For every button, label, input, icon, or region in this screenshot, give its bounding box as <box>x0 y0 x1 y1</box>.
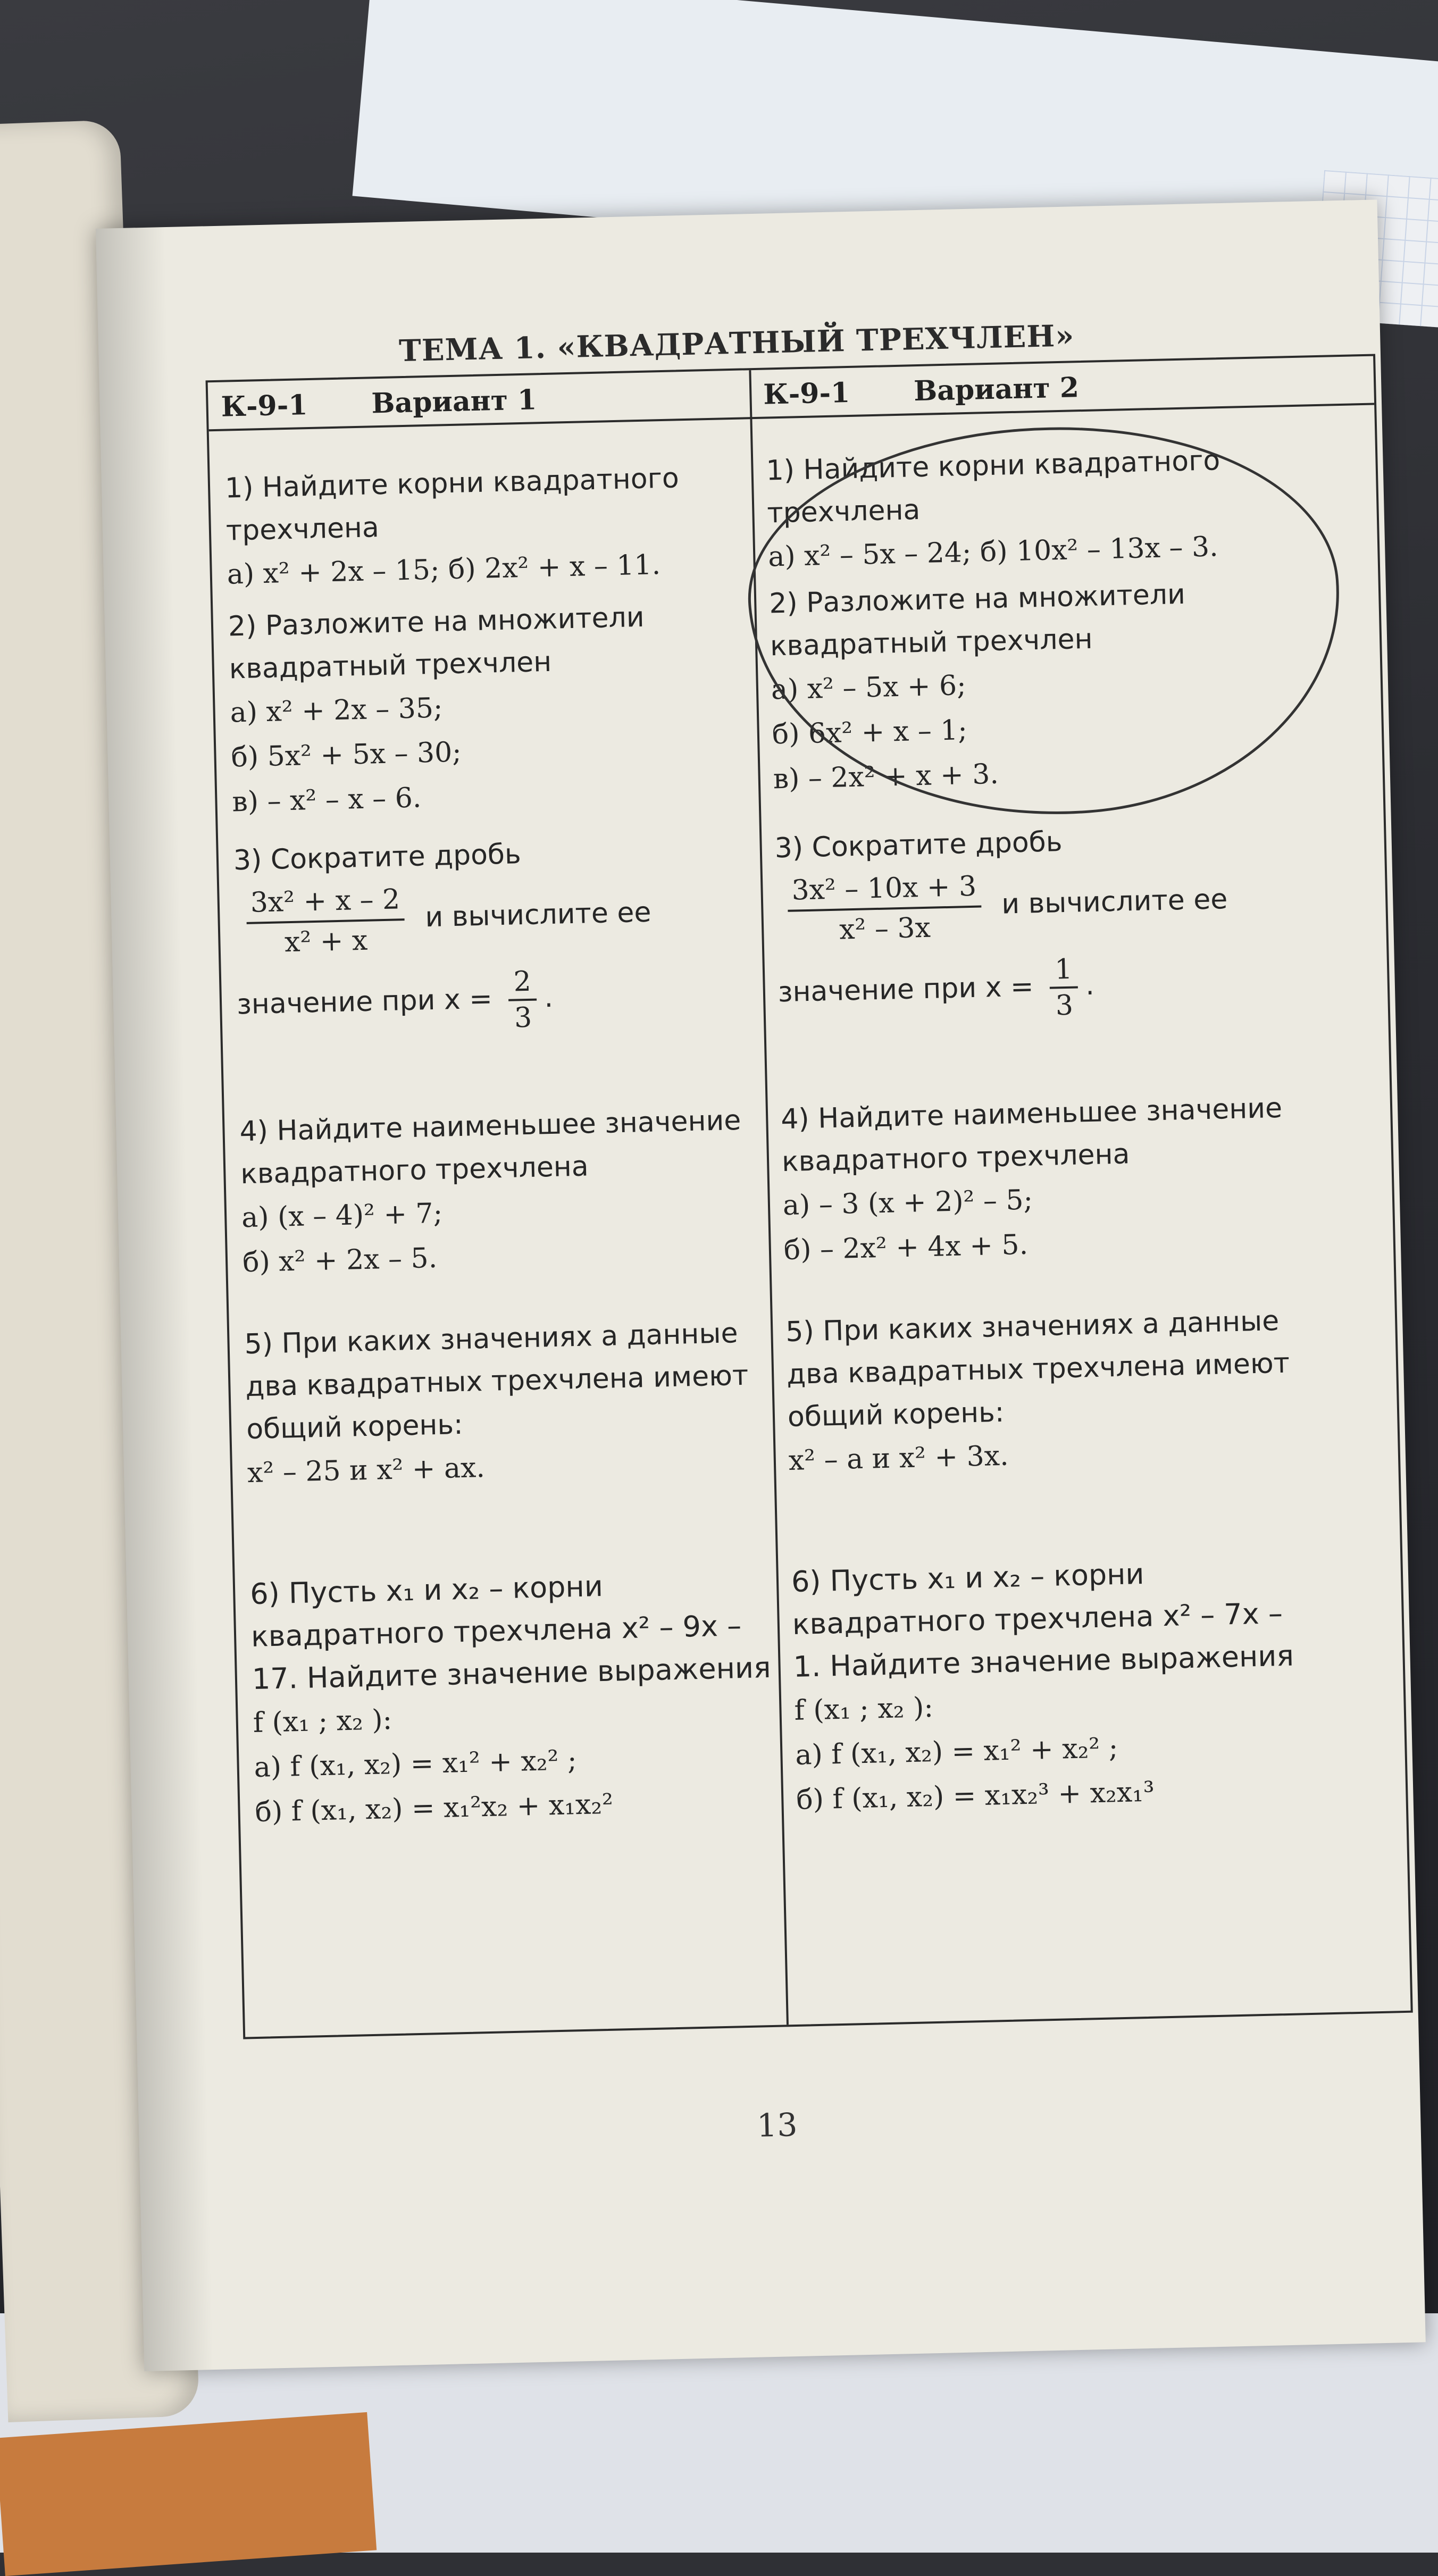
v1-fraction <box>246 883 405 959</box>
v2-task-2-a: а) x² – 5x + 6; <box>771 670 967 706</box>
v2-fraction-denominator: x² – 3x <box>839 911 931 946</box>
v2-task-1-expr: а) x² – 5x – 24; б) 10x² – 13x – 3. <box>767 531 1219 573</box>
v2-task-6-text: 6) Пусть x₁ и x₂ – корни квадратного трехчлена x² – 7x – 1. Найдите значение выражения <box>791 1557 1294 1684</box>
v1-task-4-text: 4) Найдите наименьшее значение квадратного трехчлена <box>239 1104 741 1191</box>
v1-task-6-f: f (x₁ ; x₂ ): <box>253 1704 392 1739</box>
v1-task-4-b: б) x² + 2x – 5. <box>242 1242 438 1279</box>
v1-task-5-expr: x² – 25 и x² + ax. <box>247 1452 486 1490</box>
v2-task-5 <box>785 1299 1316 1483</box>
v1-task-2 <box>228 593 759 824</box>
v1-task-3-value-text: значение при x = <box>236 983 493 1021</box>
v2-task-4 <box>780 1086 1310 1273</box>
v1-task-5 <box>244 1311 774 1495</box>
v1-task-1-text: 1) Найдите корни квадратного трехчлена <box>224 462 680 547</box>
v2-task-2-c: в) – 2x² + x + 3. <box>773 758 999 796</box>
wooden-edge <box>0 2412 377 2576</box>
v1-fraction-numerator: 3x² + x – 2 <box>246 883 405 924</box>
v2-fraction-numerator: 3x² – 10x + 3 <box>787 871 981 912</box>
v1-task-6 <box>249 1561 782 1835</box>
v2-task-5-text: 5) При каких значениях a данные два квадратных трехчлена имеют общий корень: <box>785 1305 1290 1434</box>
v1-task-2-text: 2) Разложите на множители квадратный трехчлен <box>228 601 645 685</box>
v2-value-numerator: 1 <box>1049 953 1078 989</box>
v1-task-6-a: а) f (x₁, x₂) = x₁² + x₂² ; <box>254 1744 578 1784</box>
v2-task-3-after: и вычислите ее <box>1001 883 1228 921</box>
v1-task-5-text: 5) При каких значениях a данные два квадратных трехчлена имеют общий корень: <box>244 1317 749 1446</box>
variant1-code: К-9-1 <box>220 389 308 423</box>
v1-task-2-c: в) – x² – x – 6. <box>231 782 422 818</box>
v2-task-3-text: 3) Сократите дробь <box>774 826 1063 865</box>
v1-task-4 <box>239 1099 770 1285</box>
v1-value-fraction <box>508 966 538 1034</box>
v1-task-3: 3) Сократите дробь $\frac{\text{3x² + x – 2}}{\text{x² + x}}$ и вычислите ее значение при x = $\frac{2}{3}$ . <box>233 827 764 1040</box>
v2-task-4-a: а) – 3 (x + 2)² – 5; <box>782 1184 1033 1222</box>
v2-task-6-b: б) f (x₁, x₂) = x₁x₂³ + x₂x₁³ <box>796 1776 1155 1816</box>
v2-task-6 <box>791 1549 1323 1822</box>
v1-task-6-b: б) f (x₁, x₂) = x₁²x₂ + x₁x₂² <box>254 1788 614 1828</box>
v2-task-6-f: f (x₁ ; x₂ ): <box>793 1691 934 1727</box>
v2-task-1-text: 1) Найдите корни квадратного трехчлена <box>765 445 1220 530</box>
v2-task-3-value-text: значение при x = <box>777 971 1034 1009</box>
v1-task-1 <box>224 455 754 597</box>
page-number: 13 <box>756 2106 798 2145</box>
v2-task-4-text: 4) Найдите наименьшее значение квадратного трехчлена <box>780 1092 1283 1178</box>
page-title: ТЕМА 1. «КВАДРАТНЫЙ ТРЕХЧЛЕН» <box>398 318 1075 369</box>
v1-task-2-a: а) x² + 2x – 35; <box>230 692 444 729</box>
variant1-title: Вариант 1 <box>371 383 537 420</box>
v2-value-denominator: 3 <box>1055 989 1074 1022</box>
v1-task-4-a: а) (x – 4)² + 7; <box>241 1197 443 1234</box>
variant2-header <box>763 371 1080 411</box>
variant1-header <box>221 383 537 423</box>
v2-value-fraction <box>1049 953 1079 1022</box>
worksheet-table <box>206 354 1413 2039</box>
v2-task-6-a: а) f (x₁, x₂) = x₁² + x₂² ; <box>795 1732 1118 1771</box>
v1-task-3-after: и вычислите ее <box>424 896 651 934</box>
v1-task-1-expr: а) x² + 2x – 15; б) 2x² + x – 11. <box>227 549 661 591</box>
v2-task-2-b: б) 6x² + x – 1; <box>772 714 968 751</box>
v2-task-5-expr: x² – a и x² + 3x. <box>788 1440 1009 1477</box>
variant2-code: К-9-1 <box>763 376 850 411</box>
v1-task-2-b: б) 5x² + 5x – 30; <box>230 736 462 774</box>
v1-fraction-denominator: x² + x <box>284 924 368 959</box>
v2-fraction <box>787 871 982 947</box>
variant2-title: Вариант 2 <box>913 371 1080 408</box>
book-page <box>96 199 1426 2371</box>
v1-value-denominator: 3 <box>514 1001 532 1034</box>
v1-task-3-text: 3) Сократите дробь <box>233 838 522 877</box>
v2-task-4-b: б) – 2x² + 4x + 5. <box>783 1228 1029 1267</box>
v1-value-numerator: 2 <box>508 966 537 1001</box>
v2-task-2-text: 2) Разложите на множители квадратный трехчлен <box>768 578 1186 663</box>
v2-task-3: 3) Сократите дробь $\frac{\text{3x² – 10x + 3}}{\text{x² – 3x}}$ и вычислите ее значение при x = $\frac{1}{3}$ . <box>774 815 1305 1028</box>
v1-task-6-text: 6) Пусть x₁ и x₂ – корни квадратного трехчлена x² – 9x – 17. Найдите значение выражения <box>249 1569 772 1696</box>
